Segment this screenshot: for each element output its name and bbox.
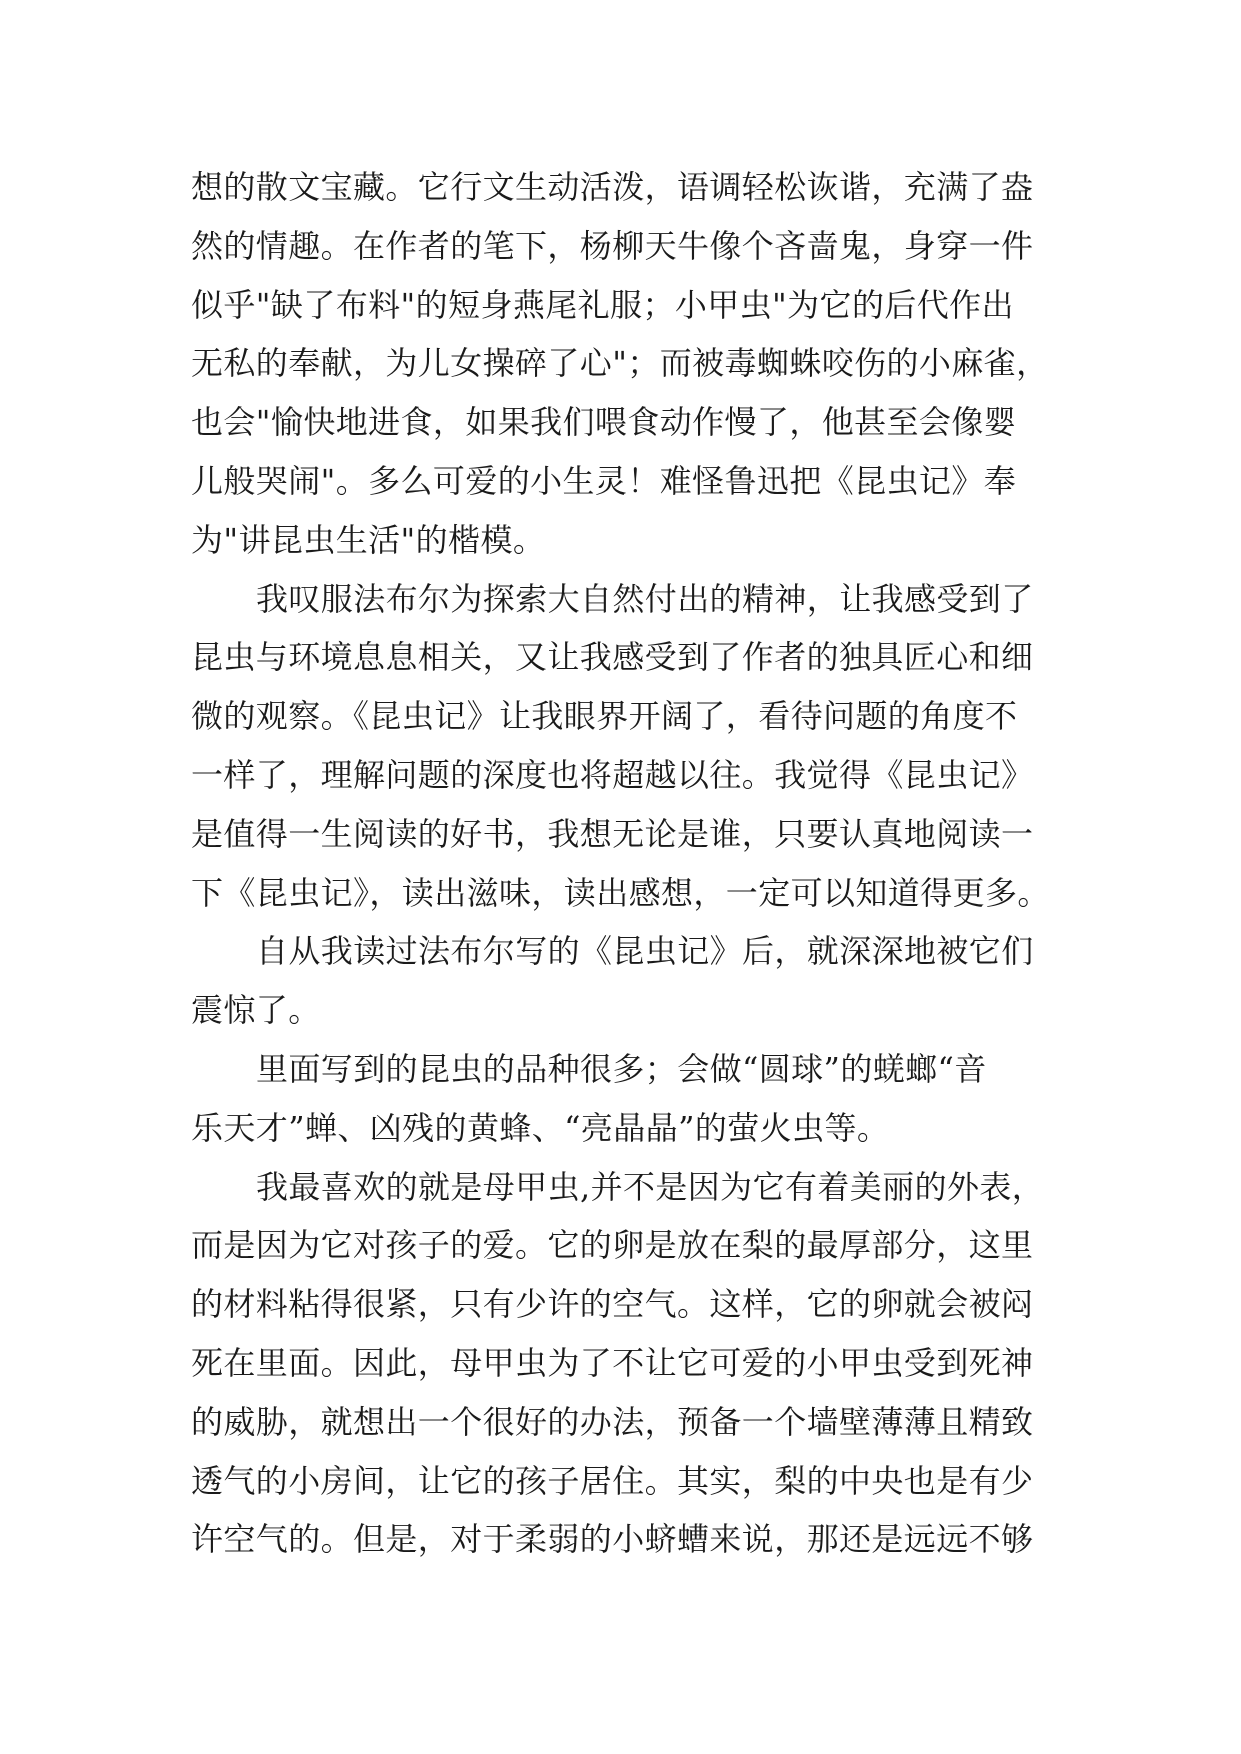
text-line: 似乎"缺了布料"的短身燕尾礼服；小甲虫"为它的后代作出 — [191, 285, 1014, 324]
text-line: 震惊了。 — [191, 991, 321, 1030]
text-line: 的威胁，就想出一个很好的办法，预备一个墙壁薄薄且精致 — [191, 1402, 1034, 1441]
text-line: 死在里面。因此，母甲虫为了不让它可爱的小甲虫受到死神 — [191, 1343, 1034, 1382]
text-line: 是值得一生阅读的好书，我想无论是谁，只要认真地阅读一 — [191, 814, 1034, 853]
text-line: 无私的奉献，为儿女操碎了心"；而被毒蜘蛛咬伤的小麻雀， — [191, 344, 1049, 383]
text-line: 昆虫与环境息息相关，又让我感受到了作者的独具匠心和细 — [191, 638, 1034, 677]
text-line: 的材料粘得很紧，只有少许的空气。这样，它的卵就会被闷 — [191, 1285, 1034, 1324]
text-line: 然的情趣。在作者的笔下，杨柳天牛像个吝啬鬼，身穿一件 — [191, 226, 1034, 265]
text-line: 许空气的。但是，对于柔弱的小蛴螬来说，那还是远远不够 — [191, 1520, 1034, 1559]
text-line: 乐天才”蝉、凶残的黄蜂、“亮晶晶”的萤火虫等。 — [191, 1108, 890, 1147]
text-line: 也会"愉快地进食，如果我们喂食动作慢了，他甚至会像婴 — [191, 403, 1017, 442]
text-line: 儿般哭闹"。多么可爱的小生灵！难怪鲁迅把《昆虫记》奉 — [191, 461, 1017, 500]
text-line: 微的观察。《昆虫记》让我眼界开阔了，看待问题的角度不 — [191, 697, 1018, 736]
text-line: 为"讲昆虫生活"的楷模。 — [191, 520, 546, 559]
paragraph-first-line: 自从我读过法布尔写的《昆虫记》后，就深深地被它们 — [256, 932, 1034, 971]
text-line: 透气的小房间，让它的孩子居住。其实，梨的中央也是有少 — [191, 1461, 1034, 1500]
text-line: 而是因为它对孩子的爱。它的卵是放在梨的最厚部分，这里 — [191, 1226, 1034, 1265]
text-line: 下《昆虫记》，读出滋味，读出感想，一定可以知道得更多。 — [191, 873, 1050, 912]
paragraph-first-line: 里面写到的昆虫的品种很多；会做“圆球”的蜣螂“音 — [256, 1049, 987, 1088]
body-text — [191, 158, 1071, 1569]
text-line: 想的散文宝藏。它行文生动活泼，语调轻松诙谐，充满了盎 — [191, 168, 1034, 206]
paragraph-first-line: 我最喜欢的就是母甲虫,并不是因为它有着美丽的外表， — [256, 1167, 1045, 1206]
paragraph-first-line: 我叹服法布尔为探索大自然付出的精神，让我感受到了 — [256, 579, 1034, 618]
text-line: 一样了，理解问题的深度也将超越以往。我觉得《昆虫记》 — [191, 755, 1034, 794]
